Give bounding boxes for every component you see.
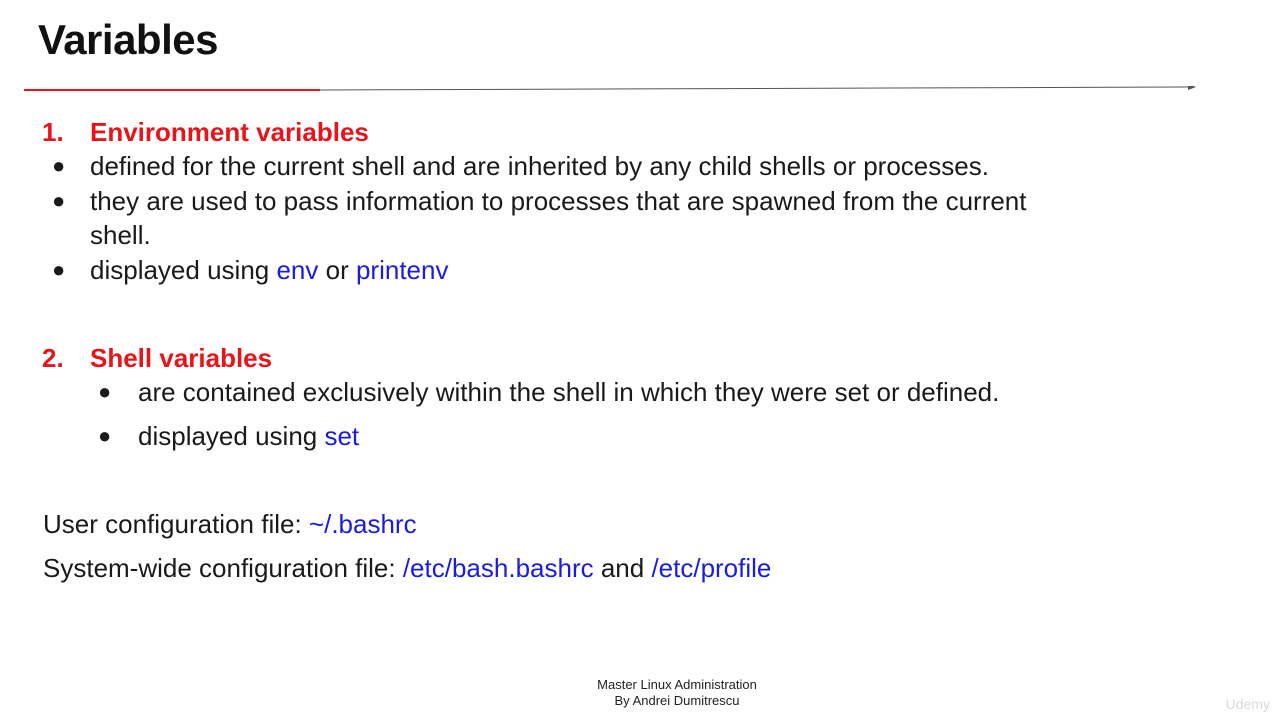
section-1-heading: Environment variables [90,117,369,147]
bullet-icon: ● [98,423,112,448]
command-printenv: printenv [355,255,449,285]
env-bullet-3-middle: or [318,255,356,285]
system-config-label: System-wide configuration file: [43,553,403,583]
system-config-line [43,551,771,585]
user-config-label: User configuration file: [43,509,309,539]
footer-course-title: Master Linux Administration [597,677,757,692]
command-set: set [324,421,360,451]
env-bullet-3-prefix: displayed using [90,255,277,285]
user-config-file: ~/.bashrc [308,509,417,539]
system-config-file-1: /etc/bash.bashrc [402,553,594,583]
title-underline-arrow [24,86,1196,94]
section-2-number: 2. [42,343,64,373]
udemy-watermark: Udemy [1225,696,1270,712]
shell-bullet-1: are contained exclusively within the shell in which they were set or defined. [138,377,1000,407]
shell-bullet-2 [138,419,359,453]
section-2-heading: Shell variables [90,343,273,373]
section-1-number: 1. [42,117,64,147]
system-config-and: and [593,553,652,583]
env-bullet-3 [90,253,448,287]
bullet-icon: ● [52,153,66,178]
slide-title: Variables [38,16,218,63]
command-env: env [276,255,319,285]
footer-author: By Andrei Dumitrescu [614,693,740,708]
system-config-file-2: /etc/profile [651,553,772,583]
env-bullet-1: defined for the current shell and are inherited by any child shells or processes. [90,151,989,181]
bullet-icon: ● [52,257,66,282]
bullet-icon: ● [98,379,112,404]
shell-bullet-2-prefix: displayed using [138,421,325,451]
user-config-line [43,507,417,541]
env-bullet-2-line2: shell. [90,220,151,250]
bullet-icon: ● [52,188,66,213]
env-bullet-2-line1: they are used to pass information to processes that are spawned from the current [90,186,1027,216]
